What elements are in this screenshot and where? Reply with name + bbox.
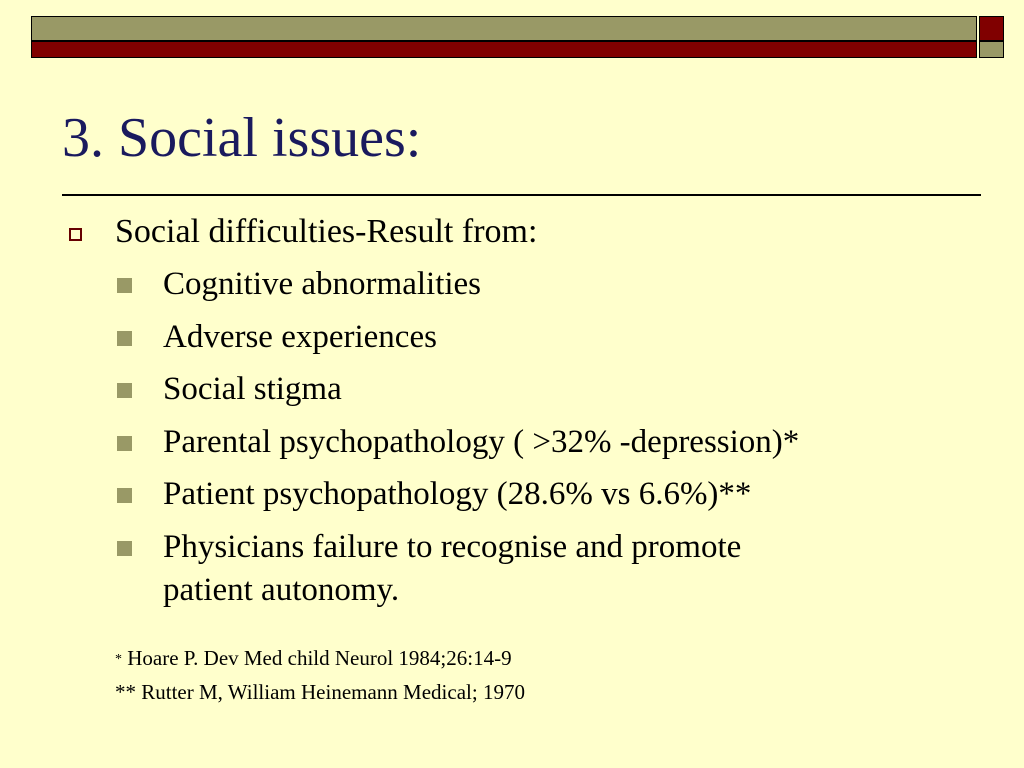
bullet-cognitive-abnormalities: Cognitive abnormalities — [163, 266, 482, 302]
hollow-square-icon — [69, 228, 82, 241]
filled-square-icon — [117, 331, 132, 346]
title-underline — [62, 194, 981, 196]
slide-title: 3. Social issues: — [62, 107, 422, 169]
filled-square-icon — [117, 383, 132, 398]
reference-mark: * — [115, 652, 122, 667]
header-band-olive — [31, 16, 977, 41]
bullet-social-stigma: Social stigma — [163, 371, 342, 407]
header-band-red — [31, 41, 977, 58]
reference-hoare — [115, 645, 512, 673]
filled-square-icon — [117, 278, 132, 293]
reference-hoare-text: Hoare P. Dev Med child Neurol 1984;26:14-9 — [122, 646, 512, 670]
bullet-physicians-failure-continuation: patient autonomy. — [163, 572, 400, 608]
bullet-adverse-experiences: Adverse experiences — [163, 319, 437, 355]
filled-square-icon — [117, 436, 132, 451]
header-square-olive — [979, 41, 1004, 58]
filled-square-icon — [117, 541, 132, 556]
reference-rutter: ** Rutter M, William Heinemann Medical; 1970 — [115, 680, 525, 704]
bullet-patient-psychopathology: Patient psychopathology (28.6% vs 6.6%)** — [163, 476, 752, 512]
filled-square-icon — [117, 488, 132, 503]
header-square-red — [979, 16, 1004, 41]
bullet-level1-text: Social difficulties-Result from: — [115, 213, 538, 250]
bullet-parental-psychopathology: Parental psychopathology ( >32% -depression)* — [163, 424, 800, 460]
bullet-physicians-failure: Physicians failure to recognise and promote — [163, 529, 742, 565]
